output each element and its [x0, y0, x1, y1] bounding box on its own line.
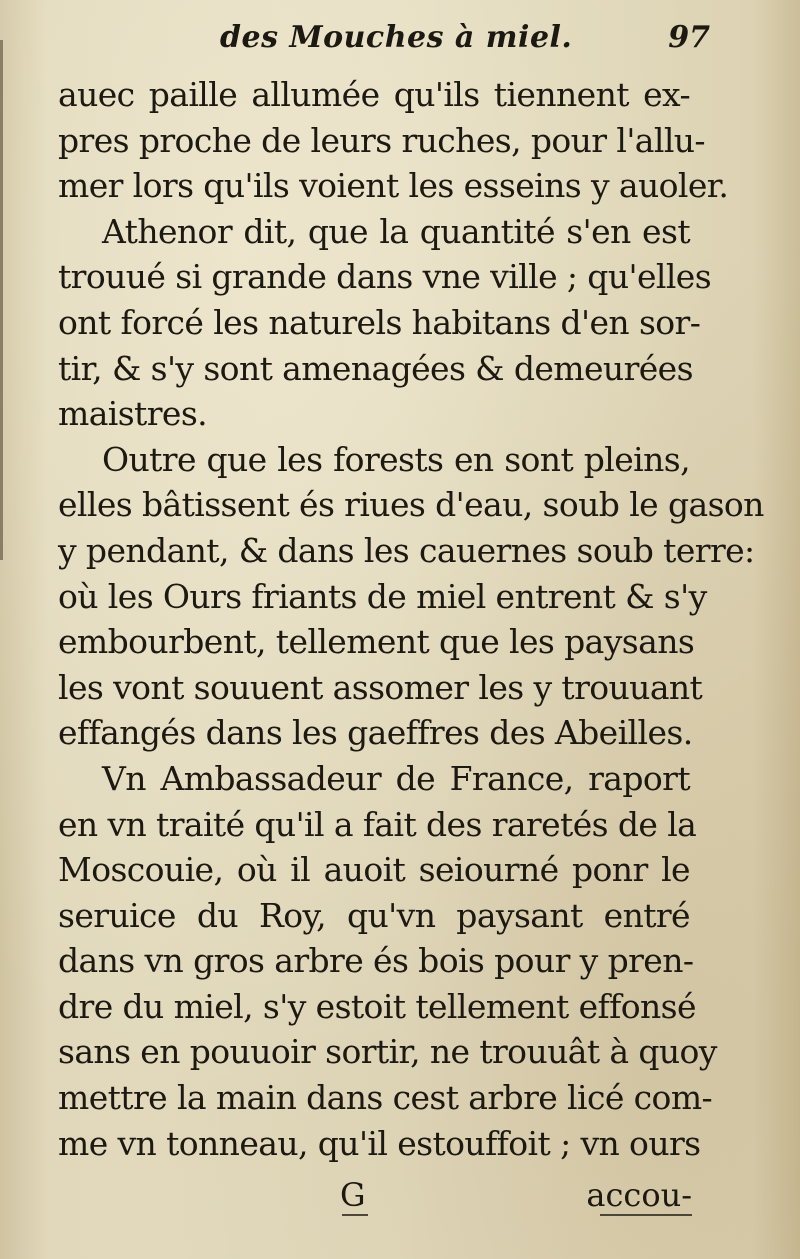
text-line: seruice du Roy, qu'vn paysant entré [58, 895, 690, 935]
text-line: mettre la main dans cest arbre licé com- [58, 1078, 713, 1118]
text-line: Moscouie, où il auoit seiourné ponr le [58, 850, 690, 890]
paragraph-end-line: maistres. [58, 394, 208, 434]
catchword: accou- [586, 1176, 692, 1214]
paragraph-start-line: Outre que les forests en sont pleins, [102, 439, 690, 479]
text-line: les vont souuent assomer les y trouuant [58, 667, 703, 707]
signature-underline [342, 1214, 368, 1216]
text-line: ont forcé les naturels habitans d'en sor- [58, 302, 701, 342]
text-line: embourbent, tellement que les paysans [58, 622, 695, 662]
text-line: tir, & s'y sont amenagées & demeurées [58, 348, 693, 388]
text-line: trouué si grande dans vne ville ; qu'elles [58, 257, 712, 297]
paragraph-start-line: Vn Ambassadeur de France, raport [102, 758, 690, 798]
text-line: dre du miel, s'y estoit tellement effonsé [58, 986, 696, 1026]
page-header [60, 14, 710, 72]
paragraph-end-line: effangés dans les gaeffres des Abeilles. [58, 713, 693, 753]
text-line: dans vn gros arbre és bois pour y pren- [58, 941, 694, 981]
text-line: y pendant, & dans les cauernes soub terre: [58, 530, 755, 570]
text-line: en vn traité qu'il a fait des raretés de la [58, 804, 697, 844]
running-head: des Mouches à miel. [220, 20, 573, 55]
page-footer [60, 1170, 692, 1230]
body-text [58, 72, 764, 1166]
text-line: auec paille allumée qu'ils tiennent ex- [58, 75, 690, 114]
text-line: où les Ours friants de miel entrent & s'y [58, 576, 707, 616]
signature-mark: G [340, 1176, 366, 1214]
paragraph-start-line: Athenor dit, que la quantité s'en est [102, 211, 690, 251]
text-line: sans en pouuoir sortir, ne trouuât à quoy [58, 1032, 717, 1072]
text-line: elles bâtissent és riues d'eau, soub le gason [58, 485, 764, 525]
text-line: me vn tonneau, qu'il estouffoit ; vn ours [58, 1123, 701, 1163]
gutter-shadow [0, 40, 13, 560]
text-line: mer lors qu'ils voient les esseins y auoler. [58, 166, 729, 206]
page-number: 97 [668, 20, 710, 55]
catchword-underline [600, 1214, 692, 1216]
text-line: pres proche de leurs ruches, pour l'allu- [58, 120, 705, 160]
